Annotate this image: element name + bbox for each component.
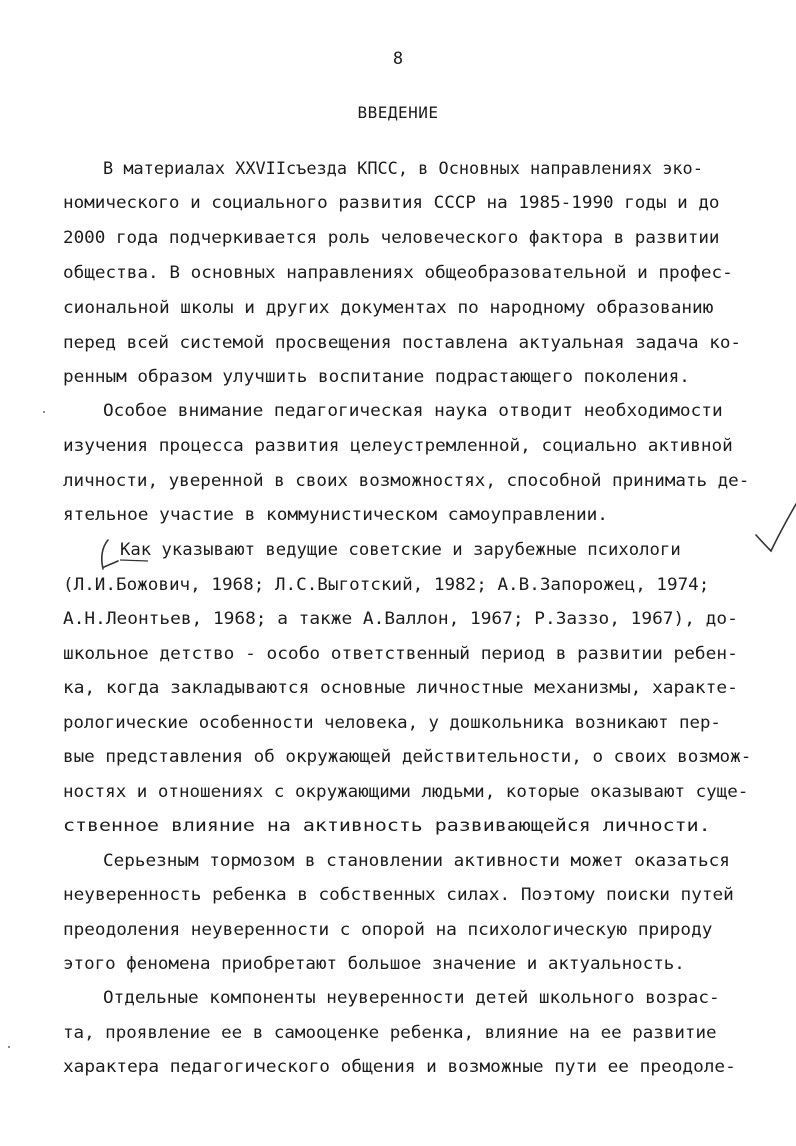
page-number: 8 <box>392 49 404 69</box>
text-line: рологические особенности человека, у дошкольника возникают пер- <box>63 713 721 733</box>
text-line: этого феномена приобретают большое значение и актуальность. <box>63 954 685 974</box>
handwritten-checkmark-icon <box>756 504 796 551</box>
text-line: В материалах XXVIIсъезда КПСС, в Основных направлениях эко- <box>103 159 703 179</box>
text-line: сиональной школы и других документах по народному образованию <box>63 298 714 318</box>
text-line: вые представления об окружающей действительности, о своих возмож- <box>63 747 752 767</box>
text-line: ностях и отношениях с окружающими людьми, которые оказывают суще- <box>63 782 749 802</box>
text-line: (Л.И.Божович, 1968; Л.С.Выготский, 1982; А.В.Запорожец, 1974; <box>63 575 710 595</box>
text-line: преодоления неуверенности с опорой на психологическую природу <box>63 920 713 940</box>
text-line: характера педагогического общения и возможные пути ее преодоле- <box>63 1057 736 1077</box>
text-line: Особое внимание педагогическая наука отводит необходимости <box>103 401 723 421</box>
handwritten-underline-icon <box>120 560 148 561</box>
section-heading: ВВЕДЕНИЕ <box>357 103 439 122</box>
text-line: ренным образом улучшить воспитание подрастающего поколения. <box>63 367 690 387</box>
text-line: А.Н.Леонтьев, 1968; а также А.Валлон, 1967; Р.Заззо, 1967), до- <box>63 609 738 629</box>
handwritten-bracket-icon <box>102 540 118 569</box>
text-line: ственное влияние на активность развивающейся личности. <box>63 816 711 836</box>
scan-speck-icon <box>43 411 45 413</box>
text-line: изучения процесса развития целеустремленной, социально активной <box>63 436 733 456</box>
text-line: школьное детство - особо ответственный период в развитии ребен- <box>63 644 738 664</box>
text-line: ка, когда закладываются основные личностные механизмы, характе- <box>63 678 738 698</box>
scan-speck-icon <box>8 1046 10 1048</box>
text-line: неуверенность ребенка в собственных силах. Поэтому поиски путей <box>63 885 734 905</box>
text-line: Отдельные компоненты неуверенности детей школьного возрас- <box>103 988 720 1008</box>
text-line: общества. В основных направлениях общеобразовательной и профес- <box>63 263 733 283</box>
text-line: личности, уверенной в своих возможностях, способной принимать де- <box>63 471 750 491</box>
text-line: та, проявление ее в самооценке ребенка, влияние на ее развитие <box>63 1023 717 1043</box>
text-line: ятельное участие в коммунистическом самоуправлении. <box>63 505 609 525</box>
text-line: 2000 года подчеркивается роль человеческого фактора в развитии <box>63 228 720 248</box>
text-line: Как указывают ведущие советские и зарубежные психологи <box>120 540 681 560</box>
text-line: номического и социального развития СССР на 1985-1990 годы и до <box>63 193 720 213</box>
text-line: Серьезным тормозом в становлении активности может оказаться <box>103 851 730 871</box>
text-line: перед всей системой просвещения поставлена актуальная задача ко- <box>63 333 742 353</box>
